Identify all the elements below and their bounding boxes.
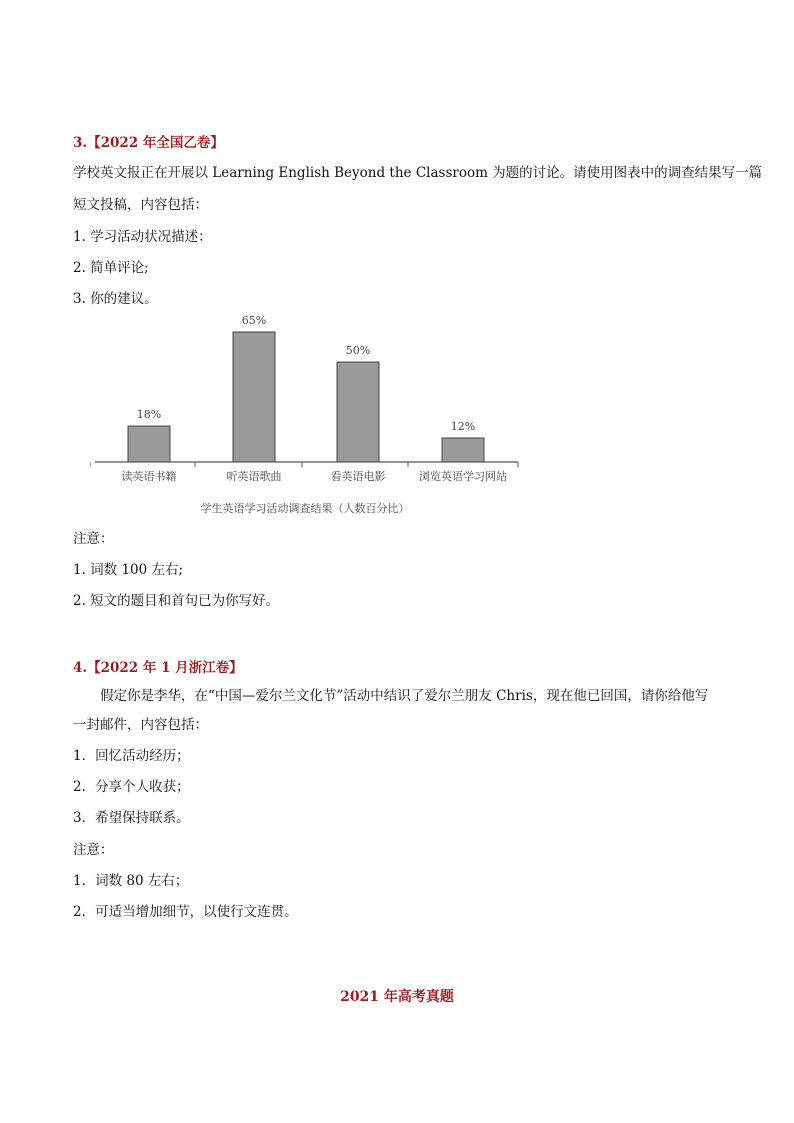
chart-value-labels (137, 314, 475, 433)
category-label-2: 看英语电影 (330, 470, 386, 483)
bar-3 (442, 438, 484, 462)
survey-bar-chart (90, 312, 530, 522)
q4-note-1: 1．词数 80 左右； (73, 873, 189, 889)
category-label-0: 读英语书籍 (121, 470, 177, 483)
q4-notes-title: 注意： (73, 842, 114, 858)
q3-item-2: 2. 简单评论; (73, 260, 149, 276)
q4-item-2: 2．分享个人收获； (73, 779, 190, 795)
bar-value-label-2: 50% (345, 344, 371, 357)
bar-value-label-0: 18% (136, 408, 162, 421)
chart-bars (128, 332, 484, 462)
category-label-1: 听英语歌曲 (226, 470, 282, 483)
bar-value-label-3: 12% (450, 420, 476, 433)
q3-note-1: 1. 词数 100 左右; (73, 562, 184, 578)
q4-item-3: 3．希望保持联系。 (73, 810, 190, 826)
q3-prompt-line1: 学校英文报正在开展以 Learning English Beyond the Classroom 为题的讨论。请使用图表中的调查结果写一篇 (73, 165, 763, 181)
q3-notes-title: 注意： (73, 531, 114, 547)
q4-prompt-line2: 一封邮件，内容包括： (73, 717, 208, 733)
q3-note-2: 2. 短文的题目和首句已为你写好。 (73, 593, 280, 609)
q4-prompt-line1: 假定你是李华，在“中国—爱尔兰文化节”活动中结识了爱尔兰朋友 Chris，现在他已回国，请你给他写 (100, 688, 709, 704)
bar-0 (128, 426, 170, 462)
chart-category-labels (122, 469, 508, 483)
q3-item-3: 3. 你的建议。 (73, 291, 158, 307)
q4-heading: 4.【2022 年 1 月浙江卷】 (73, 660, 243, 676)
chart-ticks (90, 462, 518, 467)
bar-value-label-1: 65% (241, 314, 267, 327)
chart-title: 学生英语学习活动调查结果（人数百分比） (200, 502, 410, 515)
q3-heading: 3.【2022 年全国乙卷】 (73, 135, 224, 151)
q4-item-1: 1．回忆活动经历； (73, 748, 190, 764)
bar-2 (337, 362, 379, 462)
q3-prompt-line2: 短文投稿，内容包括： (73, 197, 208, 213)
bar-1 (233, 332, 275, 462)
section-title: 2021 年高考真题 (340, 989, 454, 1005)
q4-note-2: 2．可适当增加细节，以使行文连贯。 (73, 904, 298, 920)
q3-item-1: 1. 学习活动状况描述： (73, 229, 212, 245)
category-label-3: 浏览英语学习网站 (419, 470, 507, 483)
